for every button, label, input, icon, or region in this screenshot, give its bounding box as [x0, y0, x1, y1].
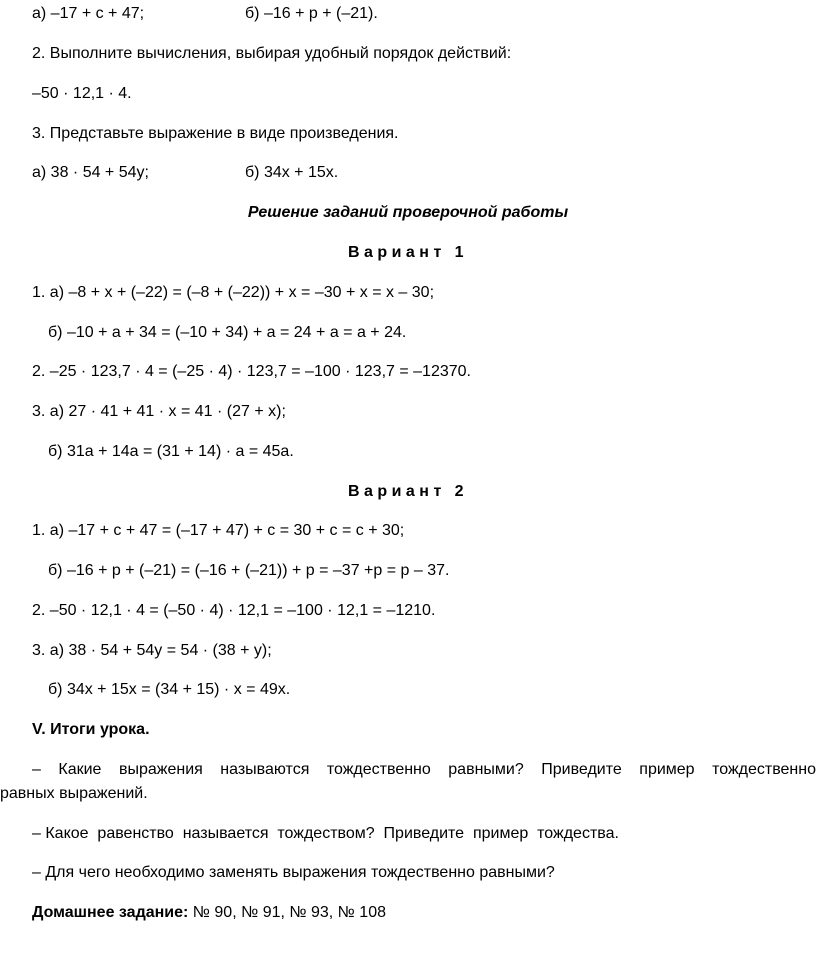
- variant2-answer-3a: 3. а) 38 · 54 + 54y = 54 · (38 + y);: [32, 642, 272, 659]
- question-1-line-2: равных выражений.: [0, 785, 148, 802]
- variant1-answer-3b: б) 31a + 14a = (31 + 14) · a = 45a.: [48, 443, 294, 460]
- question-3: – Для чего необходимо заменять выражения тождественно равными?: [32, 864, 555, 881]
- variant-2-heading: Вариант 2: [347, 483, 469, 500]
- summary-heading: V. Итоги урока.: [32, 721, 150, 738]
- question-2: – Какое равенство называется тождеством? Приведите пример тождества.: [32, 825, 619, 842]
- variant2-answer-2: 2. –50 · 12,1 · 4 = (–50 · 4) · 12,1 = –100 · 12,1 = –1210.: [32, 602, 436, 619]
- variant1-answer-2: 2. –25 · 123,7 · 4 = (–25 · 4) · 123,7 = –100 · 123,7 = –12370.: [32, 363, 471, 380]
- variant2-answer-1b: б) –16 + p + (–21) = (–16 + (–21)) + p = –37 +p = p – 37.: [48, 562, 450, 579]
- variant1-answer-1b: б) –10 + a + 34 = (–10 + 34) + a = 24 + a = a + 24.: [48, 324, 407, 341]
- question-1-line-1: – Какие выражения называются тождественно равными? Приведите пример тождественно: [32, 761, 816, 778]
- homework-label: Домашнее задание:: [32, 904, 189, 921]
- task2-text: 2. Выполните вычисления, выбирая удобный порядок действий:: [32, 45, 512, 62]
- task2-expression: –50 · 12,1 · 4.: [32, 85, 132, 102]
- variant1-answer-1a: 1. а) –8 + x + (–22) = (–8 + (–22)) + x = –30 + x = x – 30;: [32, 284, 435, 301]
- task3-text: 3. Представьте выражение в виде произведения.: [32, 125, 399, 142]
- task1-item-b: б) –16 + p + (–21).: [245, 5, 378, 22]
- task3-item-a: а) 38 · 54 + 54y;: [32, 164, 149, 181]
- task3-item-b: б) 34x + 15x.: [245, 164, 339, 181]
- variant-1-heading: Вариант 1: [347, 244, 469, 261]
- homework-value: № 90, № 91, № 93, № 108: [188, 904, 386, 921]
- solution-title: Решение заданий проверочной работы: [247, 204, 569, 221]
- task1-item-a: а) –17 + c + 47;: [32, 5, 145, 22]
- variant2-answer-3b: б) 34x + 15x = (34 + 15) · x = 49x.: [48, 681, 291, 698]
- variant2-answer-1a: 1. а) –17 + c + 47 = (–17 + 47) + c = 30 + c = c + 30;: [32, 522, 405, 539]
- homework-line: [32, 903, 386, 923]
- variant1-answer-3a: 3. а) 27 · 41 + 41 · x = 41 · (27 + x);: [32, 403, 286, 420]
